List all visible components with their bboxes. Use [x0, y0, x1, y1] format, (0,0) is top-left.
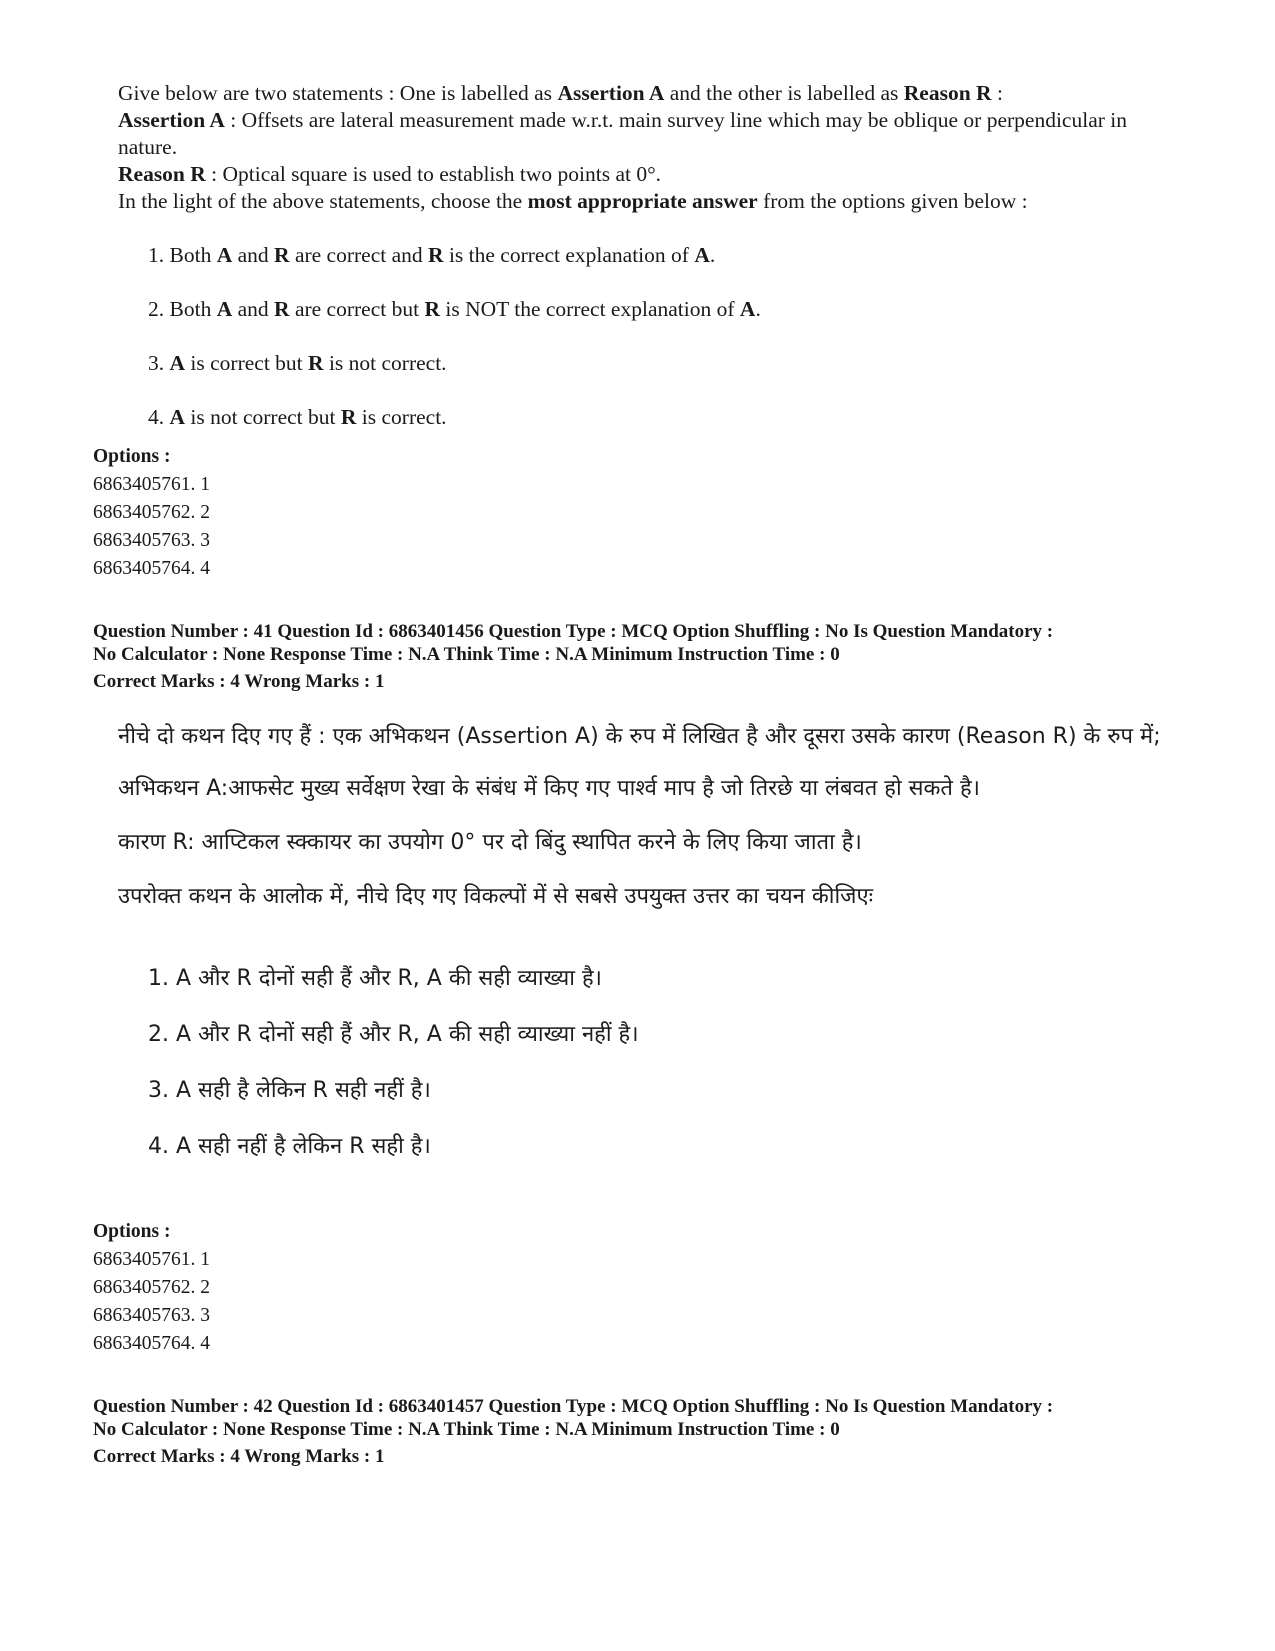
hindi-reason: कारण R: आप्टिकल स्क्कायर का उपयोग 0° पर दो बिंदु स्थापित करने के लिए किया जाता है।	[118, 830, 862, 855]
hindi-lead: उपरोक्त कथन के आलोक में, नीचे दिए गए विकल्पों में से सबसे उपयुक्त उत्तर का चयन कीजिएः	[118, 884, 874, 909]
options-label: Options :	[93, 446, 171, 467]
answer-choices	[118, 242, 1138, 458]
question-lead: In the light of the above statements, choose the most appropriate answer from the options given below :	[118, 189, 1028, 213]
hindi-assertion: अभिकथन A:आफसेट मुख्य सर्वेक्षण रेखा के संबंध में किए गए पार्श्व माप है जो तिरछे या लंबवत हो सकते है।	[118, 776, 980, 801]
marks-line: Correct Marks : 4 Wrong Marks : 1	[93, 1446, 385, 1467]
question-41-meta	[93, 620, 1213, 693]
option-item: 6863405762. 2	[93, 1277, 210, 1298]
hindi-answer-choices	[118, 964, 1178, 1188]
options-list-q40	[93, 443, 210, 583]
answer-choice-3: 3. A is correct but R is not correct.	[148, 351, 447, 375]
hindi-choice-1: 1. A और R दोनों सही हैं और R, A की सही व्याख्या है।	[148, 966, 602, 991]
option-item: 6863405762. 2	[93, 502, 210, 523]
options-list-q41	[93, 1218, 210, 1358]
option-item: 6863405763. 3	[93, 530, 210, 551]
hindi-choice-2: 2. A और R दोनों सही हैं और R, A की सही व्याख्या नहीं है।	[148, 1022, 639, 1047]
question-42-meta	[93, 1395, 1213, 1468]
options-label: Options :	[93, 1221, 171, 1242]
option-item: 6863405763. 3	[93, 1305, 210, 1326]
answer-choice-4: 4. A is not correct but R is correct.	[148, 405, 447, 429]
option-item: 6863405764. 4	[93, 1333, 210, 1354]
meta-line-1: Question Number : 42 Question Id : 6863401457 Question Type : MCQ Option Shuffling : No Is Question Mandatory :	[93, 1396, 1054, 1417]
option-item: 6863405761. 1	[93, 474, 210, 495]
hindi-intro: नीचे दो कथन दिए गए हैं : एक अभिकथन (Assertion A) के रुप में लिखित है और दूसरा उसके कारण (Reason R) के रुप में;	[118, 724, 1161, 749]
marks-line: Correct Marks : 4 Wrong Marks : 1	[93, 671, 385, 692]
meta-line-2: No Calculator : None Response Time : N.A Think Time : N.A Minimum Instruction Time : 0	[93, 644, 840, 665]
hindi-choice-3: 3. A सही है लेकिन R सही नहीं है।	[148, 1078, 431, 1103]
assertion-statement: Assertion A : Offsets are lateral measurement made w.r.t. main survey line which may be oblique or perpendicular in nature.	[118, 108, 1128, 159]
reason-statement: Reason R : Optical square is used to establish two points at 0°.	[118, 162, 662, 186]
hindi-choice-4: 4. A सही नहीं है लेकिन R सही है।	[148, 1134, 431, 1159]
answer-choice-2: 2. Both A and R are correct but R is NOT the correct explanation of A.	[148, 297, 761, 321]
question-41-hindi	[118, 722, 1178, 1188]
option-item: 6863405764. 4	[93, 558, 210, 579]
meta-line-2: No Calculator : None Response Time : N.A Think Time : N.A Minimum Instruction Time : 0	[93, 1419, 840, 1440]
option-item: 6863405761. 1	[93, 1249, 210, 1270]
meta-line-1: Question Number : 41 Question Id : 6863401456 Question Type : MCQ Option Shuffling : No Is Question Mandatory :	[93, 621, 1054, 642]
answer-choice-1: 1. Both A and R are correct and R is the correct explanation of A.	[148, 243, 716, 267]
question-intro: Give below are two statements : One is labelled as Assertion A and the other is labelled as Reason R :	[118, 81, 1003, 105]
question-40-english	[118, 80, 1138, 458]
